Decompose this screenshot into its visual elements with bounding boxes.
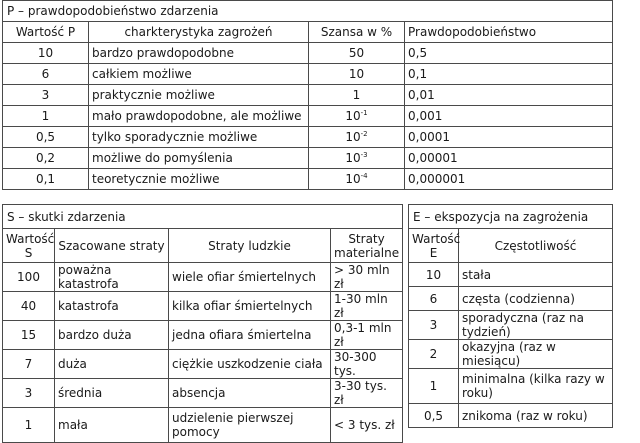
value-cell: 0,2 (3, 148, 89, 169)
desc-cell: mało prawdopodobne, ale możliwe (89, 106, 309, 127)
value-cell: 7 (3, 350, 55, 379)
human-cell: udzielenie pierwszej pomocy (169, 408, 331, 443)
freq-cell: okazyjna (raz w miesiącu) (459, 340, 613, 369)
table-row (3, 43, 613, 64)
table-row (3, 85, 613, 106)
severity-table (2, 204, 403, 443)
prob-cell: 0,01 (405, 85, 613, 106)
table-row (409, 287, 613, 311)
value-cell: 10 (3, 43, 89, 64)
material-cell: 0,3-1 mln zł (331, 321, 403, 350)
table-row (3, 169, 613, 190)
table-row (3, 292, 403, 321)
table-row (3, 127, 613, 148)
material-cell: > 30 mln zł (331, 263, 403, 292)
chance-exponent: -3 (360, 151, 368, 159)
human-cell: ciężkie uszkodzenie ciała (169, 350, 331, 379)
exposure-caption: E – ekspozycja na zagrożenia (409, 205, 613, 229)
value-cell: 3 (3, 85, 89, 106)
losses-cell: mała (55, 408, 169, 443)
table-row (3, 408, 403, 443)
chance-exponent: -1 (360, 109, 368, 117)
table-row (409, 263, 613, 287)
chance-base: 1 (352, 88, 361, 102)
table-row (3, 321, 403, 350)
chance-cell (309, 43, 405, 64)
value-cell: 6 (3, 64, 89, 85)
losses-cell: katastrofa (55, 292, 169, 321)
header-chance: Szansa w % (309, 22, 405, 43)
header-estimated-losses: Szacowane straty (55, 229, 169, 263)
value-cell: 6 (409, 287, 459, 311)
probability-table (2, 0, 613, 190)
chance-base: 10 (345, 172, 361, 186)
chance-base: 10 (345, 151, 361, 165)
table-row (3, 379, 403, 408)
prob-cell: 0,0001 (405, 127, 613, 148)
chance-base: 10 (348, 67, 365, 81)
prob-cell: 0,5 (405, 43, 613, 64)
human-cell: kilka ofiar śmiertelnych (169, 292, 331, 321)
table-row (409, 311, 613, 340)
value-cell: 0,5 (409, 404, 459, 428)
material-cell: 3-30 tys. zł (331, 379, 403, 408)
header-value-p: Wartość P (3, 22, 89, 43)
desc-cell: teoretycznie możliwe (89, 169, 309, 190)
table-row (3, 106, 613, 127)
prob-cell: 0,000001 (405, 169, 613, 190)
value-cell: 0,1 (3, 169, 89, 190)
human-cell: wiele ofiar śmiertelnych (169, 263, 331, 292)
table-row (3, 263, 403, 292)
chance-cell (309, 169, 405, 190)
desc-cell: praktycznie możliwe (89, 85, 309, 106)
material-cell: 30-300 tys. (331, 350, 403, 379)
losses-cell: średnia (55, 379, 169, 408)
freq-cell: znikoma (raz w roku) (459, 404, 613, 428)
header-characteristics: charkterystyka zagrożeń (89, 22, 309, 43)
value-cell: 3 (3, 379, 55, 408)
header-human-losses: Straty ludzkie (169, 229, 331, 263)
value-cell: 1 (3, 106, 89, 127)
value-cell: 100 (3, 263, 55, 292)
freq-cell: sporadyczna (raz na tydzień) (459, 311, 613, 340)
chance-base: 10 (345, 109, 361, 123)
exposure-table (408, 204, 613, 428)
losses-cell: poważna katastrofa (55, 263, 169, 292)
chance-cell (309, 148, 405, 169)
chance-cell (309, 85, 405, 106)
human-cell: jedna ofiara śmiertelna (169, 321, 331, 350)
table-row (3, 64, 613, 85)
prob-cell: 0,001 (405, 106, 613, 127)
chance-base: 50 (348, 46, 365, 60)
table-row (409, 369, 613, 404)
table-row (3, 148, 613, 169)
freq-cell: częsta (codzienna) (459, 287, 613, 311)
human-cell: absencja (169, 379, 331, 408)
desc-cell: tylko sporadycznie możliwe (89, 127, 309, 148)
chance-base: 10 (345, 130, 361, 144)
severity-caption: S – skutki zdarzenia (3, 205, 403, 229)
desc-cell: możliwe do pomyślenia (89, 148, 309, 169)
value-cell: 1 (409, 369, 459, 404)
header-frequency: Częstotliwość (459, 229, 613, 263)
material-cell: < 3 tys. zł (331, 408, 403, 443)
value-cell: 0,5 (3, 127, 89, 148)
value-cell: 10 (409, 263, 459, 287)
chance-cell (309, 127, 405, 148)
losses-cell: duża (55, 350, 169, 379)
table-row (409, 404, 613, 428)
chance-exponent: -4 (360, 172, 368, 180)
header-value-s: Wartość S (3, 229, 55, 263)
table-row (409, 340, 613, 369)
header-value-e: Wartość E (409, 229, 459, 263)
probability-caption: P – prawdopodobieństwo zdarzenia (3, 1, 613, 22)
value-cell: 3 (409, 311, 459, 340)
losses-cell: bardzo duża (55, 321, 169, 350)
prob-cell: 0,1 (405, 64, 613, 85)
value-cell: 2 (409, 340, 459, 369)
material-cell: 1-30 mln zł (331, 292, 403, 321)
header-probability: Prawdopodobieństwo (405, 22, 613, 43)
value-cell: 15 (3, 321, 55, 350)
desc-cell: całkiem możliwe (89, 64, 309, 85)
freq-cell: minimalna (kilka razy w roku) (459, 369, 613, 404)
value-cell: 1 (3, 408, 55, 443)
table-row (3, 350, 403, 379)
chance-exponent: -2 (360, 130, 368, 138)
desc-cell: bardzo prawdopodobne (89, 43, 309, 64)
chance-cell (309, 106, 405, 127)
value-cell: 40 (3, 292, 55, 321)
prob-cell: 0,00001 (405, 148, 613, 169)
freq-cell: stała (459, 263, 613, 287)
chance-cell (309, 64, 405, 85)
header-material-losses: Straty materialne (331, 229, 403, 263)
